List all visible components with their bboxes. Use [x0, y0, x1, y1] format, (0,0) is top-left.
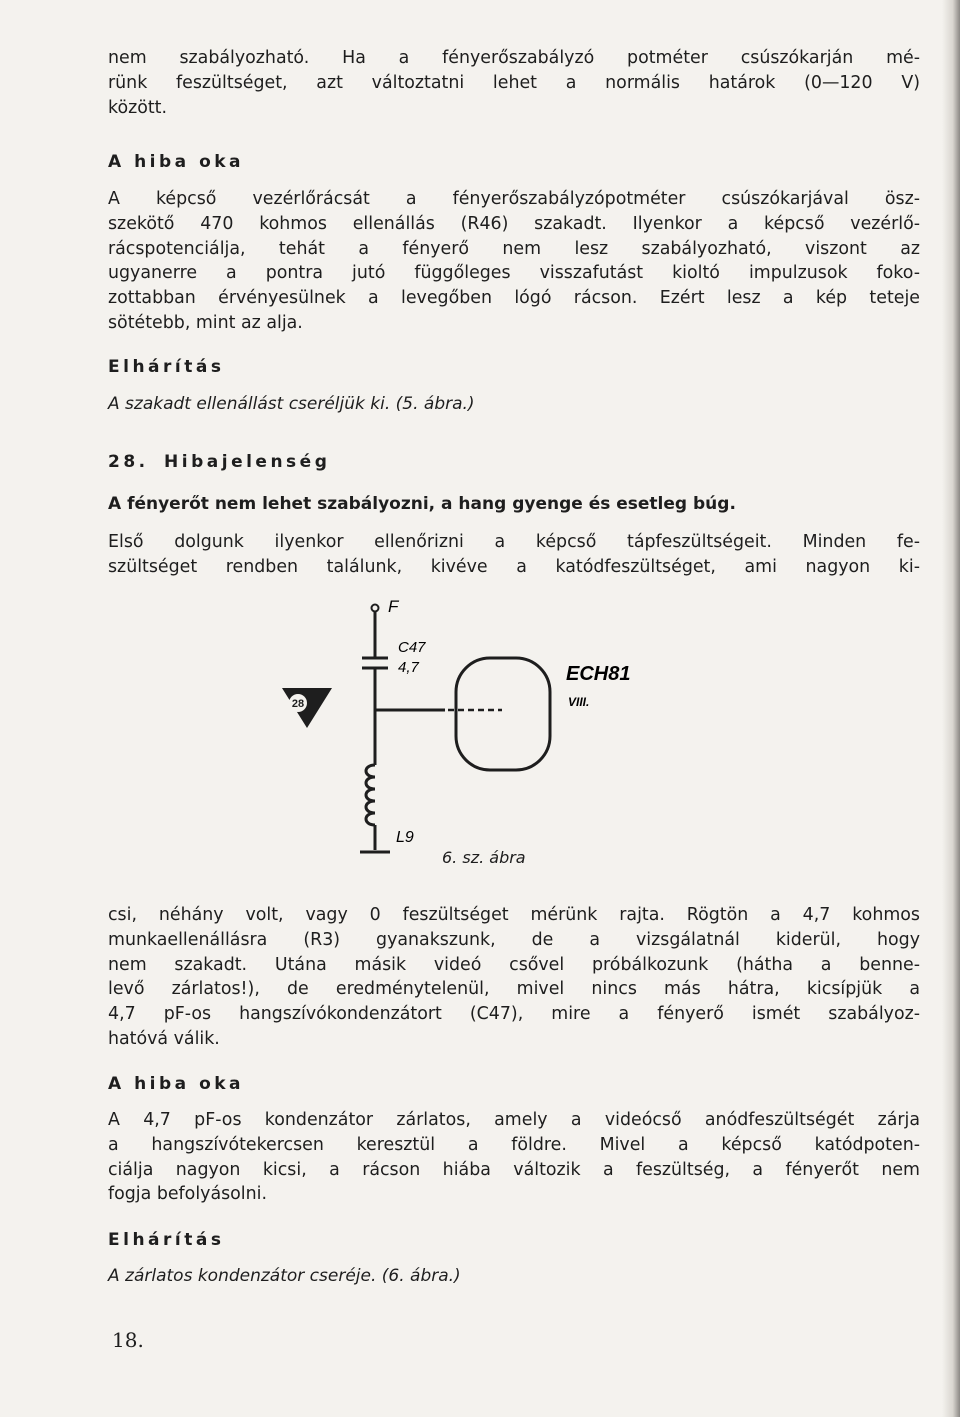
text-line: zottabban érvényesülnek a levegőben lógó rácson. Ezért lesz a kép teteje: [108, 288, 920, 309]
section-heading-elharitas: Elhárítás: [108, 357, 225, 377]
text-line: között.: [108, 97, 168, 118]
circuit-diagram: [270, 597, 631, 870]
text-line: A képcső vezérlőrácsát a fényerőszabályzópotméter csúszókarjával ösz-: [108, 189, 920, 209]
page-number: 18.: [112, 1328, 144, 1352]
text-line: szekötő 470 kohmos ellenállás (R46) szakadt. Ilyenkor a képcső vezérlő-: [108, 213, 920, 234]
text-line: szültséget rendben találunk, kivéve a katódfeszültséget, ami nagyon ki-: [108, 556, 920, 577]
text-line: sötétebb, mint az alja.: [108, 312, 303, 333]
fault-symptom: A fényerőt nem lehet szabályozni, a hang gyenge és esetleg búg.: [108, 494, 736, 514]
text-line: Első dolgunk ilyenkor ellenőrizni a képcső tápfeszültségeit. Minden fe-: [108, 532, 920, 552]
text-line: nem szakadt. Utána másik videó csővel próbálkozunk (hátha a benne-: [108, 954, 920, 975]
page-edge-shadow: [942, 0, 960, 1417]
top-paragraph: [108, 46, 920, 120]
section1-paragraph: [108, 187, 920, 336]
text-line: ugyanerre a pontra jutó függőleges visszafutást kioltó impulzusok foko-: [108, 263, 920, 284]
terminal-dot: [372, 605, 379, 612]
label-c47-value: 4,7: [398, 659, 419, 676]
label-tube: ECH81: [566, 663, 631, 685]
label-f: F: [388, 597, 399, 616]
fault-number: 28.: [108, 452, 149, 472]
text-line: 4,7 pF-os hangszívókondenzátort (C47), mire a fényerő ismét szabályoz-: [108, 1004, 920, 1025]
label-c47: C47: [398, 639, 426, 656]
remedy-text-2: A zárlatos kondenzátor cseréje. (6. ábra.): [108, 1266, 461, 1286]
section3-paragraph: [108, 1108, 920, 1207]
text-line: a hangszívótekercsen keresztül a földre. Mivel a képcső katódpoten-: [108, 1134, 920, 1155]
fault-heading: [108, 452, 330, 472]
text-line: rünk feszültséget, azt változtatni lehet a normális határok (0—120 V): [108, 72, 920, 93]
text-line: rácspotenciálja, tehát a fényerő nem lesz szabályozható, viszont az: [108, 238, 920, 259]
section-heading-hiba-oka: A hiba oka: [108, 152, 245, 172]
continuation-paragraph: [108, 903, 920, 1052]
text-line: fogja befolyásolni.: [108, 1184, 268, 1205]
section-heading-elharitas-2: Elhárítás: [108, 1230, 225, 1250]
text-line: levő zárlatos!), de eredménytelenül, mivel nincs más hátra, kicsípjük a: [108, 979, 920, 1000]
figure-caption: 6. sz. ábra: [442, 848, 526, 867]
text-line: csi, néhány volt, vagy 0 feszültséget mérünk rajta. Rögtön a 4,7 kohmos: [108, 905, 920, 925]
label-tube-sub: VIII.: [568, 695, 590, 709]
text-line: ciálja nagyon kicsi, a rácson hiába változik a feszültség, a fényerőt nem: [108, 1159, 920, 1180]
badge-number: 28: [291, 698, 305, 710]
section-heading-hiba-oka-2: A hiba oka: [108, 1074, 245, 1094]
text-line: A 4,7 pF-os kondenzátor zárlatos, amely a videócső anódfeszültségét zárja: [108, 1110, 920, 1130]
text-line: munkaellenállásra (R3) gyanakszunk, de a vizsgálatnál kiderül, hogy: [108, 929, 920, 950]
text-line: hatóvá válik.: [108, 1028, 220, 1049]
fault-title: Hibajelenség: [164, 452, 331, 472]
fault28-paragraph: [108, 530, 920, 580]
text-line: nem szabályozható. Ha a fényerőszabályzó potméter csúszókarján mé-: [108, 48, 920, 68]
remedy-text: A szakadt ellenállást cseréljük ki. (5. ábra.): [108, 394, 475, 414]
schematic-lines: [360, 612, 550, 852]
label-l9: L9: [396, 829, 414, 846]
figure-badge-triangle: [282, 688, 332, 728]
